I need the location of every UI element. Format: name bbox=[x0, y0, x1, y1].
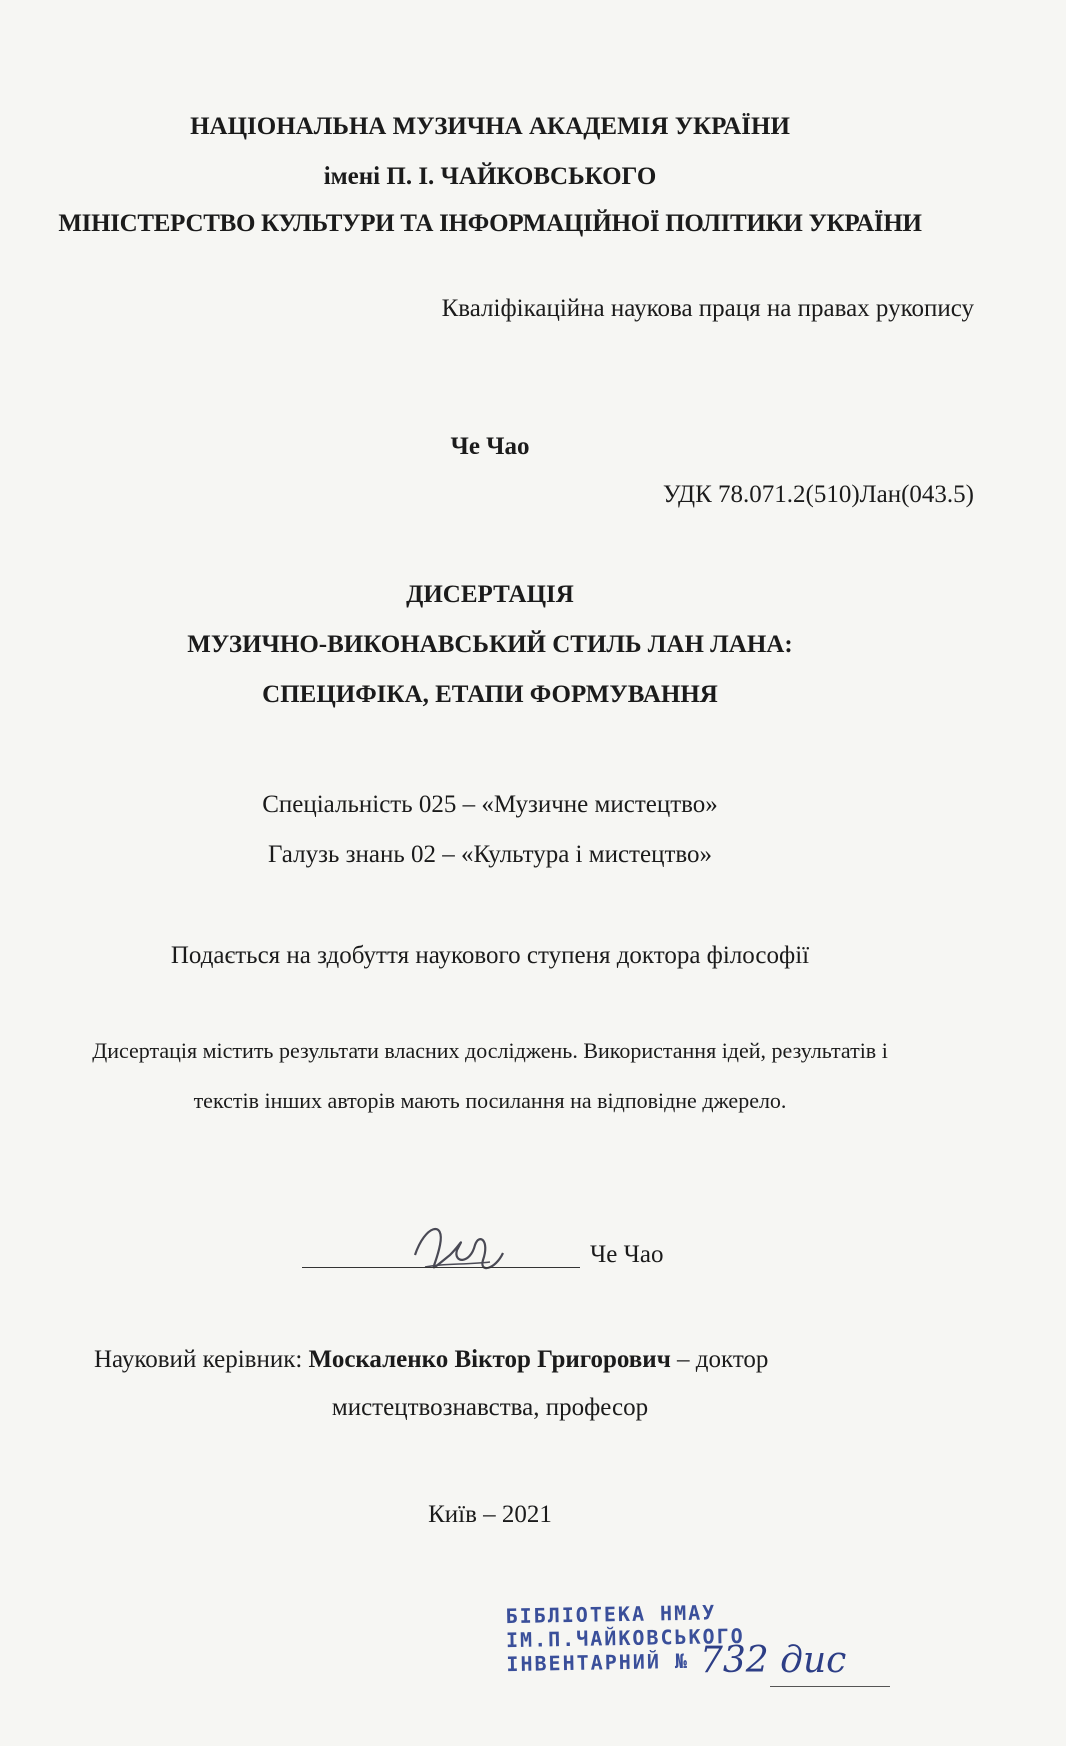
supervisor-degree: – доктор bbox=[670, 1346, 769, 1373]
place-year: Київ – 2021 bbox=[428, 1501, 552, 1528]
specialty: Спеціальність 025 – «Музичне мистецтво» bbox=[262, 791, 718, 818]
stamp-line3: ІНВЕНТАРНИЙ № bbox=[506, 1648, 690, 1677]
signature-line bbox=[302, 1267, 580, 1268]
signature-mark bbox=[395, 1215, 515, 1285]
supervisor-line2: мистецтвознавства, професор bbox=[331, 1394, 649, 1421]
dissertation-title-line1: МУЗИЧНО-ВИКОНАВСЬКИЙ СТИЛЬ ЛАН ЛАНА: bbox=[187, 631, 793, 658]
ministry-name: МІНІСТЕРСТВО КУЛЬТУРИ ТА ІНФОРМАЦІЙНОЇ ПОЛІТИКИ УКРАЇНИ bbox=[58, 210, 922, 237]
stamp-line1: БІБЛІОТЕКА НМАУ bbox=[505, 1600, 717, 1629]
inventory-number-handwritten: 732 дис bbox=[700, 1640, 847, 1681]
supervisor-name: Москаленко Віктор Григорович bbox=[308, 1346, 671, 1373]
academy-named-after: імені П. І. ЧАЙКОВСЬКОГО bbox=[323, 163, 657, 190]
declaration-line2: текстів інших авторів мають посилання на відповідне джерело. bbox=[193, 1088, 787, 1113]
manuscript-note: Кваліфікаційна наукова праця на правах рукопису bbox=[441, 295, 974, 322]
document-type: ДИСЕРТАЦІЯ bbox=[406, 581, 574, 608]
supervisor-label: Науковий керівник: bbox=[94, 1346, 309, 1373]
stamp-line2: ІМ.П.ЧАЙКОВСЬКОГО bbox=[505, 1623, 745, 1653]
signature-name: Че Чао bbox=[590, 1241, 664, 1268]
field-of-knowledge: Галузь знань 02 – «Культура і мистецтво» bbox=[267, 841, 713, 868]
udc-code: УДК 78.071.2(510)Лан(043.5) bbox=[662, 481, 974, 508]
inventory-underline bbox=[770, 1686, 890, 1687]
supervisor-line1 bbox=[94, 1345, 768, 1375]
author-name: Че Чао bbox=[450, 433, 530, 460]
dissertation-title-line2: СПЕЦИФІКА, ЕТАПИ ФОРМУВАННЯ bbox=[262, 681, 718, 708]
degree-statement: Подається на здобуття наукового ступеня доктора філософії bbox=[170, 942, 810, 969]
academy-name: НАЦІОНАЛЬНА МУЗИЧНА АКАДЕМІЯ УКРАЇНИ bbox=[190, 113, 790, 140]
declaration-line1: Дисертація містить результати власних досліджень. Використання ідей, результатів і bbox=[92, 1038, 888, 1063]
